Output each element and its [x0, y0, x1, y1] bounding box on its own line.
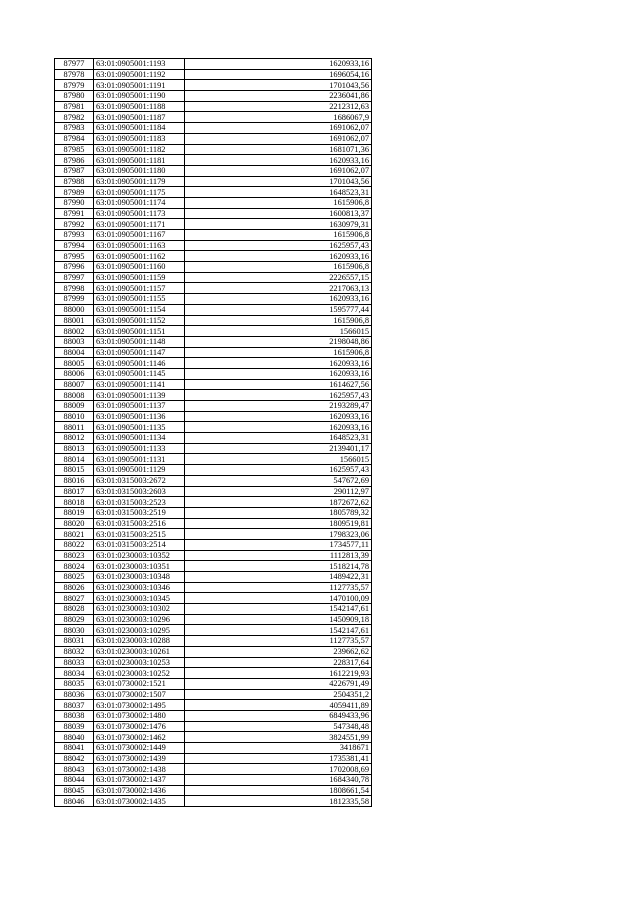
- row-number: 88020: [55, 518, 94, 529]
- cadastral-number: 63:01:0905001:1191: [94, 80, 185, 91]
- cadastral-number: 63:01:0905001:1160: [94, 262, 185, 273]
- row-number: 87994: [55, 240, 94, 251]
- cadastral-number: 63:01:0905001:1159: [94, 272, 185, 283]
- table-row: [55, 101, 372, 112]
- cadastral-value: 1620933,16: [185, 368, 372, 379]
- table-row: [55, 208, 372, 219]
- row-number: 88016: [55, 475, 94, 486]
- table-body: [55, 59, 372, 807]
- row-number: 87979: [55, 80, 94, 91]
- row-number: 88041: [55, 743, 94, 754]
- table-row: [55, 539, 372, 550]
- row-number: 87997: [55, 272, 94, 283]
- cadastral-number: 63:01:0730002:1462: [94, 732, 185, 743]
- row-number: 88031: [55, 636, 94, 647]
- row-number: 88032: [55, 646, 94, 657]
- table-row: [55, 165, 372, 176]
- cadastral-number: 63:01:0905001:1157: [94, 283, 185, 294]
- table-row: [55, 529, 372, 540]
- cadastral-value: 1681071,36: [185, 144, 372, 155]
- table-row: [55, 294, 372, 305]
- table-row: [55, 69, 372, 80]
- cadastral-value: 1691062,07: [185, 123, 372, 134]
- table-row: [55, 133, 372, 144]
- cadastral-number: 63:01:0905001:1175: [94, 187, 185, 198]
- cadastral-value: 1127735,57: [185, 582, 372, 593]
- table-row: [55, 59, 372, 70]
- cadastral-value: 1518214,78: [185, 561, 372, 572]
- row-number: 87993: [55, 230, 94, 241]
- cadastral-number: 63:01:0905001:1147: [94, 347, 185, 358]
- table-row: [55, 465, 372, 476]
- cadastral-number: 63:01:0905001:1183: [94, 133, 185, 144]
- cadastral-number: 63:01:0315003:2515: [94, 529, 185, 540]
- cadastral-number: 63:01:0905001:1139: [94, 390, 185, 401]
- cadastral-value: 1542147,61: [185, 604, 372, 615]
- cadastral-number: 63:01:0905001:1182: [94, 144, 185, 155]
- table-row: [55, 497, 372, 508]
- cadastral-value: 1600813,37: [185, 208, 372, 219]
- cadastral-number: 63:01:0230003:10352: [94, 550, 185, 561]
- cadastral-value: 4059411,89: [185, 700, 372, 711]
- row-number: 87999: [55, 294, 94, 305]
- cadastral-number: 63:01:0315003:2603: [94, 486, 185, 497]
- cadastral-value: 6849433,96: [185, 710, 372, 721]
- cadastral-number: 63:01:0905001:1162: [94, 251, 185, 262]
- cadastral-number: 63:01:0905001:1167: [94, 230, 185, 241]
- row-number: 88007: [55, 379, 94, 390]
- cadastral-number: 63:01:0905001:1152: [94, 315, 185, 326]
- row-number: 88024: [55, 561, 94, 572]
- cadastral-number: 63:01:0905001:1133: [94, 443, 185, 454]
- row-number: 88037: [55, 700, 94, 711]
- table-row: [55, 625, 372, 636]
- cadastral-value: 1620933,16: [185, 411, 372, 422]
- cadastral-value: 3418671: [185, 743, 372, 754]
- cadastral-number: 63:01:0905001:1129: [94, 465, 185, 476]
- row-number: 88004: [55, 347, 94, 358]
- table-row: [55, 561, 372, 572]
- cadastral-value: 2504351,2: [185, 689, 372, 700]
- row-number: 88012: [55, 433, 94, 444]
- cadastral-value: 1615906,8: [185, 230, 372, 241]
- table-row: [55, 454, 372, 465]
- table-row: [55, 219, 372, 230]
- cadastral-value: 1808661,54: [185, 785, 372, 796]
- cadastral-number: 63:01:0905001:1174: [94, 197, 185, 208]
- cadastral-number: 63:01:0730002:1449: [94, 743, 185, 754]
- table-row: [55, 700, 372, 711]
- row-number: 88040: [55, 732, 94, 743]
- row-number: 88026: [55, 582, 94, 593]
- cadastral-value: 4226791,49: [185, 678, 372, 689]
- cadastral-value: 1684340,78: [185, 775, 372, 786]
- cadastral-number: 63:01:0905001:1155: [94, 294, 185, 305]
- cadastral-value: 1625957,43: [185, 240, 372, 251]
- table-row: [55, 646, 372, 657]
- cadastral-number: 63:01:0905001:1184: [94, 123, 185, 134]
- table-row: [55, 593, 372, 604]
- row-number: 87981: [55, 101, 94, 112]
- table-row: [55, 262, 372, 273]
- table-row: [55, 123, 372, 134]
- cadastral-number: 63:01:0905001:1192: [94, 69, 185, 80]
- cadastral-value: 1620933,16: [185, 294, 372, 305]
- row-number: 88043: [55, 764, 94, 775]
- cadastral-number: 63:01:0730002:1436: [94, 785, 185, 796]
- table-row: [55, 155, 372, 166]
- cadastral-number: 63:01:0230003:10351: [94, 561, 185, 572]
- cadastral-number: 63:01:0730002:1507: [94, 689, 185, 700]
- row-number: 87980: [55, 91, 94, 102]
- cadastral-number: 63:01:0230003:10288: [94, 636, 185, 647]
- row-number: 88019: [55, 507, 94, 518]
- row-number: 88015: [55, 465, 94, 476]
- cadastral-number: 63:01:0230003:10345: [94, 593, 185, 604]
- cadastral-value: 1615906,8: [185, 315, 372, 326]
- cadastral-number: 63:01:0315003:2519: [94, 507, 185, 518]
- cadastral-value: 1701043,56: [185, 80, 372, 91]
- cadastral-number: 63:01:0905001:1136: [94, 411, 185, 422]
- cadastral-value: 547348,48: [185, 721, 372, 732]
- cadastral-value: 1696054,16: [185, 69, 372, 80]
- row-number: 87987: [55, 165, 94, 176]
- table-row: [55, 379, 372, 390]
- row-number: 88023: [55, 550, 94, 561]
- row-number: 87977: [55, 59, 94, 70]
- table-row: [55, 486, 372, 497]
- cadastral-value: 1620933,16: [185, 59, 372, 70]
- cadastral-number: 63:01:0230003:10296: [94, 614, 185, 625]
- cadastral-value: 1620933,16: [185, 358, 372, 369]
- cadastral-number: 63:01:0905001:1141: [94, 379, 185, 390]
- cadastral-value: 1798323,06: [185, 529, 372, 540]
- row-number: 88021: [55, 529, 94, 540]
- cadastral-value: 1735381,41: [185, 753, 372, 764]
- cadastral-value: 1489422,31: [185, 572, 372, 583]
- table-row: [55, 775, 372, 786]
- cadastral-value: 1812335,58: [185, 796, 372, 807]
- cadastral-value: 1615906,8: [185, 197, 372, 208]
- row-number: 88009: [55, 401, 94, 412]
- row-number: 88014: [55, 454, 94, 465]
- table-row: [55, 743, 372, 754]
- cadastral-value: 2198048,86: [185, 336, 372, 347]
- table-row: [55, 657, 372, 668]
- table-row: [55, 614, 372, 625]
- table-row: [55, 80, 372, 91]
- cadastral-number: 63:01:0905001:1148: [94, 336, 185, 347]
- table-row: [55, 251, 372, 262]
- cadastral-number: 63:01:0905001:1179: [94, 176, 185, 187]
- cadastral-value: 1648523,31: [185, 187, 372, 198]
- cadastral-value: 1620933,16: [185, 251, 372, 262]
- row-number: 88013: [55, 443, 94, 454]
- cadastral-value: 1614627,56: [185, 379, 372, 390]
- cadastral-number: 63:01:0730002:1521: [94, 678, 185, 689]
- row-number: 87985: [55, 144, 94, 155]
- row-number: 87992: [55, 219, 94, 230]
- table-row: [55, 240, 372, 251]
- cadastral-number: 63:01:0905001:1193: [94, 59, 185, 70]
- cadastral-value: 1805789,32: [185, 507, 372, 518]
- cadastral-value: 1734577,11: [185, 539, 372, 550]
- cadastral-number: 63:01:0230003:10295: [94, 625, 185, 636]
- row-number: 88010: [55, 411, 94, 422]
- cadastral-number: 63:01:0905001:1180: [94, 165, 185, 176]
- cadastral-value: 1615906,8: [185, 262, 372, 273]
- cadastral-value: 1625957,43: [185, 390, 372, 401]
- cadastral-number: 63:01:0905001:1151: [94, 326, 185, 337]
- cadastral-value: 1470100,09: [185, 593, 372, 604]
- cadastral-value-table: [54, 58, 372, 807]
- cadastral-value: 239662,62: [185, 646, 372, 657]
- table-row: [55, 604, 372, 615]
- cadastral-number: 63:01:0230003:10302: [94, 604, 185, 615]
- row-number: 88034: [55, 668, 94, 679]
- cadastral-value: 1112813,39: [185, 550, 372, 561]
- cadastral-value: 2139401,17: [185, 443, 372, 454]
- row-number: 88001: [55, 315, 94, 326]
- table-row: [55, 796, 372, 807]
- cadastral-value: 1566015: [185, 326, 372, 337]
- cadastral-number: 63:01:0905001:1163: [94, 240, 185, 251]
- table-row: [55, 315, 372, 326]
- table-row: [55, 550, 372, 561]
- table-row: [55, 91, 372, 102]
- row-number: 87991: [55, 208, 94, 219]
- table-row: [55, 732, 372, 743]
- cadastral-number: 63:01:0315003:2514: [94, 539, 185, 550]
- cadastral-number: 63:01:0905001:1171: [94, 219, 185, 230]
- cadastral-number: 63:01:0905001:1154: [94, 304, 185, 315]
- row-number: 87982: [55, 112, 94, 123]
- row-number: 88035: [55, 678, 94, 689]
- table-row: [55, 785, 372, 796]
- cadastral-value: 1127735,57: [185, 636, 372, 647]
- table-row: [55, 401, 372, 412]
- cadastral-value: 1691062,07: [185, 133, 372, 144]
- cadastral-number: 63:01:0230003:10348: [94, 572, 185, 583]
- cadastral-number: 63:01:0905001:1145: [94, 368, 185, 379]
- table-row: [55, 230, 372, 241]
- table-row: [55, 112, 372, 123]
- cadastral-number: 63:01:0230003:10253: [94, 657, 185, 668]
- cadastral-number: 63:01:0905001:1131: [94, 454, 185, 465]
- cadastral-number: 63:01:0730002:1439: [94, 753, 185, 764]
- table-row: [55, 422, 372, 433]
- cadastral-number: 63:01:0315003:2516: [94, 518, 185, 529]
- row-number: 87986: [55, 155, 94, 166]
- cadastral-number: 63:01:0730002:1438: [94, 764, 185, 775]
- cadastral-number: 63:01:0730002:1435: [94, 796, 185, 807]
- table-row: [55, 518, 372, 529]
- cadastral-number: 63:01:0315003:2672: [94, 475, 185, 486]
- cadastral-value: 2212312,63: [185, 101, 372, 112]
- cadastral-value: 228317,64: [185, 657, 372, 668]
- table-row: [55, 176, 372, 187]
- cadastral-value: 1702008,69: [185, 764, 372, 775]
- row-number: 88046: [55, 796, 94, 807]
- cadastral-value: 3824551,99: [185, 732, 372, 743]
- row-number: 88018: [55, 497, 94, 508]
- cadastral-value: 1620933,16: [185, 155, 372, 166]
- row-number: 88022: [55, 539, 94, 550]
- row-number: 88000: [55, 304, 94, 315]
- table-row: [55, 368, 372, 379]
- row-number: 88003: [55, 336, 94, 347]
- cadastral-value: 1612219,93: [185, 668, 372, 679]
- table-row: [55, 144, 372, 155]
- table-row: [55, 636, 372, 647]
- table-row: [55, 304, 372, 315]
- cadastral-number: 63:01:0905001:1173: [94, 208, 185, 219]
- table-row: [55, 443, 372, 454]
- cadastral-value: 1809519,81: [185, 518, 372, 529]
- table-row: [55, 347, 372, 358]
- row-number: 88027: [55, 593, 94, 604]
- cadastral-number: 63:01:0905001:1188: [94, 101, 185, 112]
- table-row: [55, 433, 372, 444]
- cadastral-number: 63:01:0730002:1476: [94, 721, 185, 732]
- row-number: 87989: [55, 187, 94, 198]
- row-number: 88030: [55, 625, 94, 636]
- cadastral-value: 290112,97: [185, 486, 372, 497]
- table-row: [55, 572, 372, 583]
- table-row: [55, 668, 372, 679]
- row-number: 88005: [55, 358, 94, 369]
- row-number: 87995: [55, 251, 94, 262]
- row-number: 88008: [55, 390, 94, 401]
- cadastral-number: 63:01:0905001:1134: [94, 433, 185, 444]
- cadastral-number: 63:01:0230003:10346: [94, 582, 185, 593]
- row-number: 88029: [55, 614, 94, 625]
- table-row: [55, 336, 372, 347]
- cadastral-value: 1686067,9: [185, 112, 372, 123]
- row-number: 87990: [55, 197, 94, 208]
- table-row: [55, 475, 372, 486]
- cadastral-value: 2217063,13: [185, 283, 372, 294]
- table-row: [55, 507, 372, 518]
- row-number: 87983: [55, 123, 94, 134]
- row-number: 88033: [55, 657, 94, 668]
- table-row: [55, 272, 372, 283]
- cadastral-value: 2193289,47: [185, 401, 372, 412]
- cadastral-value: 1595777,44: [185, 304, 372, 315]
- row-number: 87978: [55, 69, 94, 80]
- table-row: [55, 582, 372, 593]
- row-number: 88036: [55, 689, 94, 700]
- cadastral-value: 1450909,18: [185, 614, 372, 625]
- row-number: 88028: [55, 604, 94, 615]
- row-number: 88002: [55, 326, 94, 337]
- cadastral-value: 1542147,61: [185, 625, 372, 636]
- table-row: [55, 283, 372, 294]
- row-number: 88039: [55, 721, 94, 732]
- cadastral-value: 1566015: [185, 454, 372, 465]
- table-row: [55, 764, 372, 775]
- cadastral-number: 63:01:0730002:1480: [94, 710, 185, 721]
- table-row: [55, 197, 372, 208]
- cadastral-number: 63:01:0230003:10261: [94, 646, 185, 657]
- cadastral-value: 1701043,56: [185, 176, 372, 187]
- table-row: [55, 411, 372, 422]
- table-row: [55, 710, 372, 721]
- cadastral-value: 547672,69: [185, 475, 372, 486]
- cadastral-value: 1620933,16: [185, 422, 372, 433]
- row-number: 88042: [55, 753, 94, 764]
- table-row: [55, 678, 372, 689]
- cadastral-number: 63:01:0730002:1495: [94, 700, 185, 711]
- cadastral-value: 2226557,15: [185, 272, 372, 283]
- table-row: [55, 326, 372, 337]
- table-row: [55, 753, 372, 764]
- cadastral-number: 63:01:0730002:1437: [94, 775, 185, 786]
- table-row: [55, 187, 372, 198]
- cadastral-number: 63:01:0905001:1187: [94, 112, 185, 123]
- cadastral-value: 1625957,43: [185, 465, 372, 476]
- row-number: 88025: [55, 572, 94, 583]
- cadastral-number: 63:01:0905001:1135: [94, 422, 185, 433]
- cadastral-value: 2236041,86: [185, 91, 372, 102]
- cadastral-value: 1630979,31: [185, 219, 372, 230]
- row-number: 88044: [55, 775, 94, 786]
- cadastral-number: 63:01:0905001:1190: [94, 91, 185, 102]
- row-number: 88006: [55, 368, 94, 379]
- row-number: 88045: [55, 785, 94, 796]
- cadastral-number: 63:01:0905001:1181: [94, 155, 185, 166]
- cadastral-number: 63:01:0905001:1137: [94, 401, 185, 412]
- cadastral-value: 1691062,07: [185, 165, 372, 176]
- table-row: [55, 390, 372, 401]
- row-number: 88038: [55, 710, 94, 721]
- cadastral-value: 1648523,31: [185, 433, 372, 444]
- cadastral-number: 63:01:0230003:10252: [94, 668, 185, 679]
- cadastral-value: 1872672,62: [185, 497, 372, 508]
- row-number: 87988: [55, 176, 94, 187]
- table-row: [55, 721, 372, 732]
- row-number: 87984: [55, 133, 94, 144]
- row-number: 88011: [55, 422, 94, 433]
- cadastral-number: 63:01:0315003:2523: [94, 497, 185, 508]
- table-row: [55, 689, 372, 700]
- row-number: 87996: [55, 262, 94, 273]
- cadastral-value: 1615906,8: [185, 347, 372, 358]
- row-number: 87998: [55, 283, 94, 294]
- table-row: [55, 358, 372, 369]
- cadastral-number: 63:01:0905001:1146: [94, 358, 185, 369]
- row-number: 88017: [55, 486, 94, 497]
